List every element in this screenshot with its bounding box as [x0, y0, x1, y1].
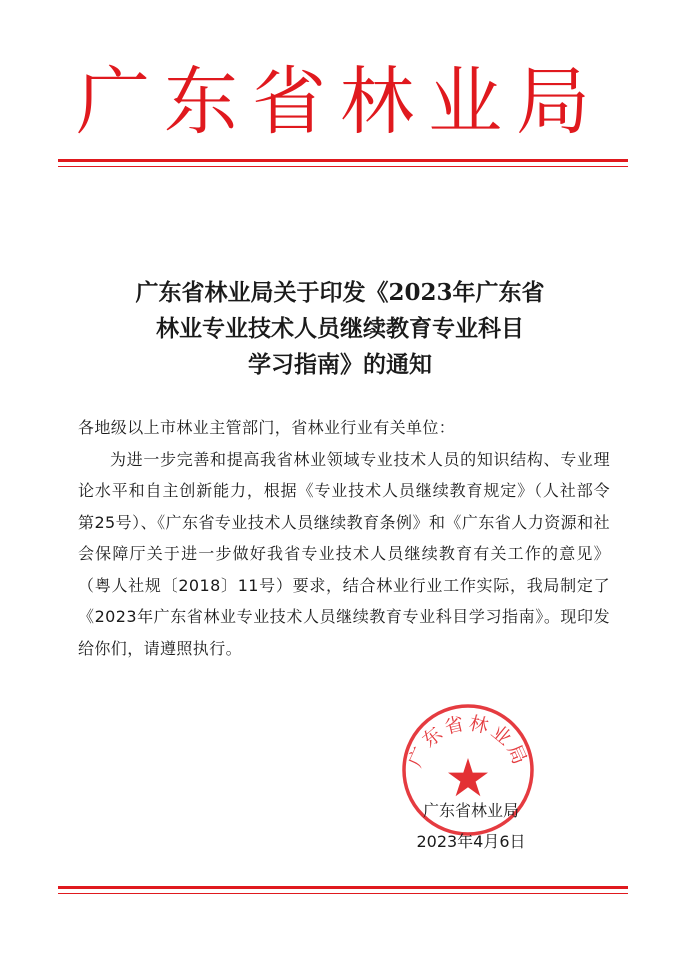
footer-rule-thin [58, 893, 628, 894]
salutation: 各地级以上市林业主管部门，省林业行业有关单位： [78, 418, 456, 437]
header-rule-thin [58, 166, 628, 167]
footer-rule-thick [58, 886, 628, 889]
title-line: 广东省林业局关于印发《2023年广东省 [135, 279, 545, 306]
seal-star-icon [448, 758, 488, 796]
header-rule-thick [58, 159, 628, 162]
document-body [78, 412, 610, 664]
signature-date: 2023年4月6日 [416, 832, 526, 851]
letterhead-title: 广东省林业局 [76, 59, 604, 145]
document-title [60, 275, 620, 383]
signature-block [386, 795, 556, 857]
svg-text:广东省林业局: 广东省林业局 [404, 712, 532, 771]
signature-org: 广东省林业局 [422, 801, 519, 820]
title-line: 学习指南》的通知 [248, 351, 432, 378]
title-line: 林业专业技术人员继续教育专业科目 [156, 315, 524, 342]
body-paragraph: 为进一步完善和提高我省林业领域专业技术人员的知识结构、专业理论水平和自主创新能力，根据《专业技术人员继续教育规定》（人社部令第25号）、《广东省专业技术人员继续教育条例》和《广东省人力资源和社会保障厅关于进一步做好我省专业技术人员继续教育有关工作的意见》（粤人社规〔2018〕11号）要求，结合林业行业工作实际，我局制定了《2023年广东省林业专业技术人员继续教育专业科目学习指南》。现印发给你们，请遵照执行。 [78, 449, 610, 658]
